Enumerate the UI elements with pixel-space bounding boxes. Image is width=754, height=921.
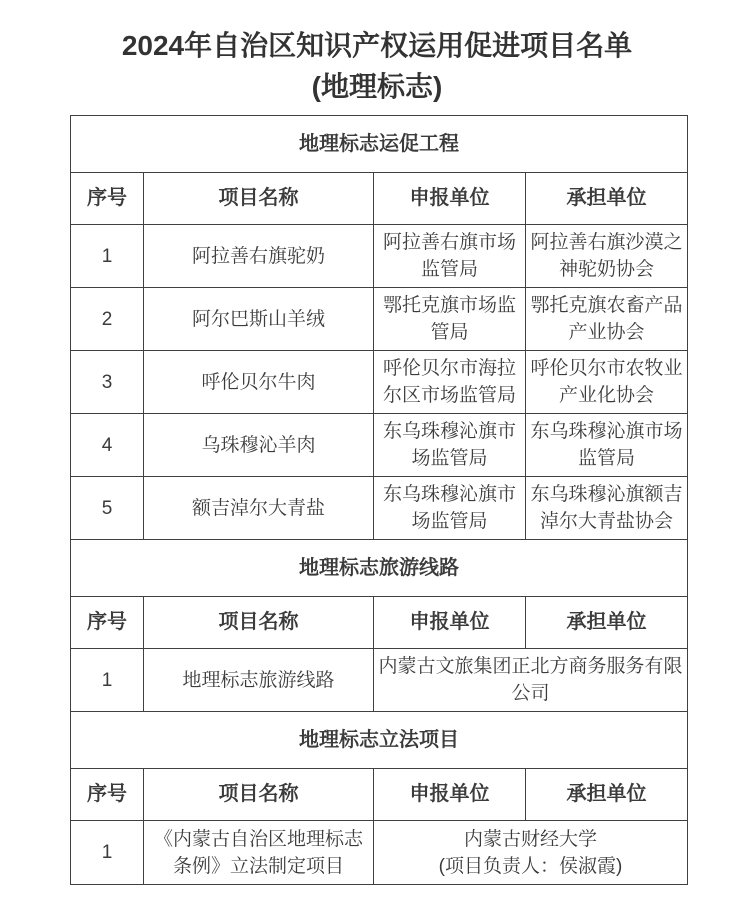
col-header-undertaker: 承担单位 [526, 597, 688, 649]
projects-table [70, 115, 688, 885]
cell-undertaker: 呼伦贝尔市农牧业产业化协会 [526, 351, 688, 414]
cell-applicant-undertaker-merged: 内蒙古文旅集团正北方商务服务有限公司 [374, 649, 688, 712]
table-row [71, 351, 688, 414]
page-title-line1: 2024年自治区知识产权运用促进项目名单 [121, 30, 633, 61]
col-header-undertaker: 承担单位 [526, 173, 688, 225]
cell-undertaker: 鄂托克旗农畜产品产业协会 [526, 288, 688, 351]
cell-project: 《内蒙古自治区地理标志条例》立法制定项目 [144, 821, 374, 885]
table-row [71, 414, 688, 477]
cell-project: 阿尔巴斯山羊绒 [144, 288, 374, 351]
cell-no: 3 [71, 351, 144, 414]
cell-project: 地理标志旅游线路 [144, 649, 374, 712]
cell-applicant: 东乌珠穆沁旗市场监管局 [374, 477, 526, 540]
col-header-applicant: 申报单位 [374, 769, 526, 821]
col-header-project: 项目名称 [144, 173, 374, 225]
cell-project: 额吉淖尔大青盐 [144, 477, 374, 540]
section-header-title: 地理标志立法项目 [71, 712, 688, 769]
section-header-row [71, 540, 688, 597]
cell-no: 2 [71, 288, 144, 351]
table-row [71, 225, 688, 288]
column-header-row [71, 769, 688, 821]
merged-cell-line1: 内蒙古财经大学 [463, 828, 597, 850]
cell-project: 呼伦贝尔牛肉 [144, 351, 374, 414]
cell-undertaker: 东乌珠穆沁旗市场监管局 [526, 414, 688, 477]
table-row [71, 288, 688, 351]
cell-applicant: 东乌珠穆沁旗市场监管局 [374, 414, 526, 477]
cell-project: 乌珠穆沁羊肉 [144, 414, 374, 477]
col-header-undertaker: 承担单位 [526, 769, 688, 821]
section-header-row [71, 116, 688, 173]
cell-no: 5 [71, 477, 144, 540]
col-header-project: 项目名称 [144, 597, 374, 649]
column-header-row [71, 173, 688, 225]
col-header-no: 序号 [71, 597, 144, 649]
cell-no: 4 [71, 414, 144, 477]
col-header-project: 项目名称 [144, 769, 374, 821]
section-header-title: 地理标志运促工程 [71, 116, 688, 173]
merged-cell-line2: (项目负责人：侯淑霞) [438, 855, 623, 877]
cell-undertaker: 东乌珠穆沁旗额吉淖尔大青盐协会 [526, 477, 688, 540]
cell-no: 1 [71, 821, 144, 885]
table-row [71, 649, 688, 712]
table-row [71, 821, 688, 885]
col-header-no: 序号 [71, 173, 144, 225]
cell-applicant: 阿拉善右旗市场监管局 [374, 225, 526, 288]
table-row [71, 477, 688, 540]
page-title [0, 0, 754, 107]
cell-project: 阿拉善右旗驼奶 [144, 225, 374, 288]
cell-applicant: 鄂托克旗市场监管局 [374, 288, 526, 351]
cell-no: 1 [71, 225, 144, 288]
section-header-row [71, 712, 688, 769]
col-header-applicant: 申报单位 [374, 597, 526, 649]
cell-no: 1 [71, 649, 144, 712]
col-header-applicant: 申报单位 [374, 173, 526, 225]
section-header-title: 地理标志旅游线路 [71, 540, 688, 597]
column-header-row [71, 597, 688, 649]
page-title-line2: (地理标志) [311, 71, 443, 102]
cell-applicant: 呼伦贝尔市海拉尔区市场监管局 [374, 351, 526, 414]
cell-applicant-undertaker-merged [374, 821, 688, 885]
cell-undertaker: 阿拉善右旗沙漠之神驼奶协会 [526, 225, 688, 288]
col-header-no: 序号 [71, 769, 144, 821]
